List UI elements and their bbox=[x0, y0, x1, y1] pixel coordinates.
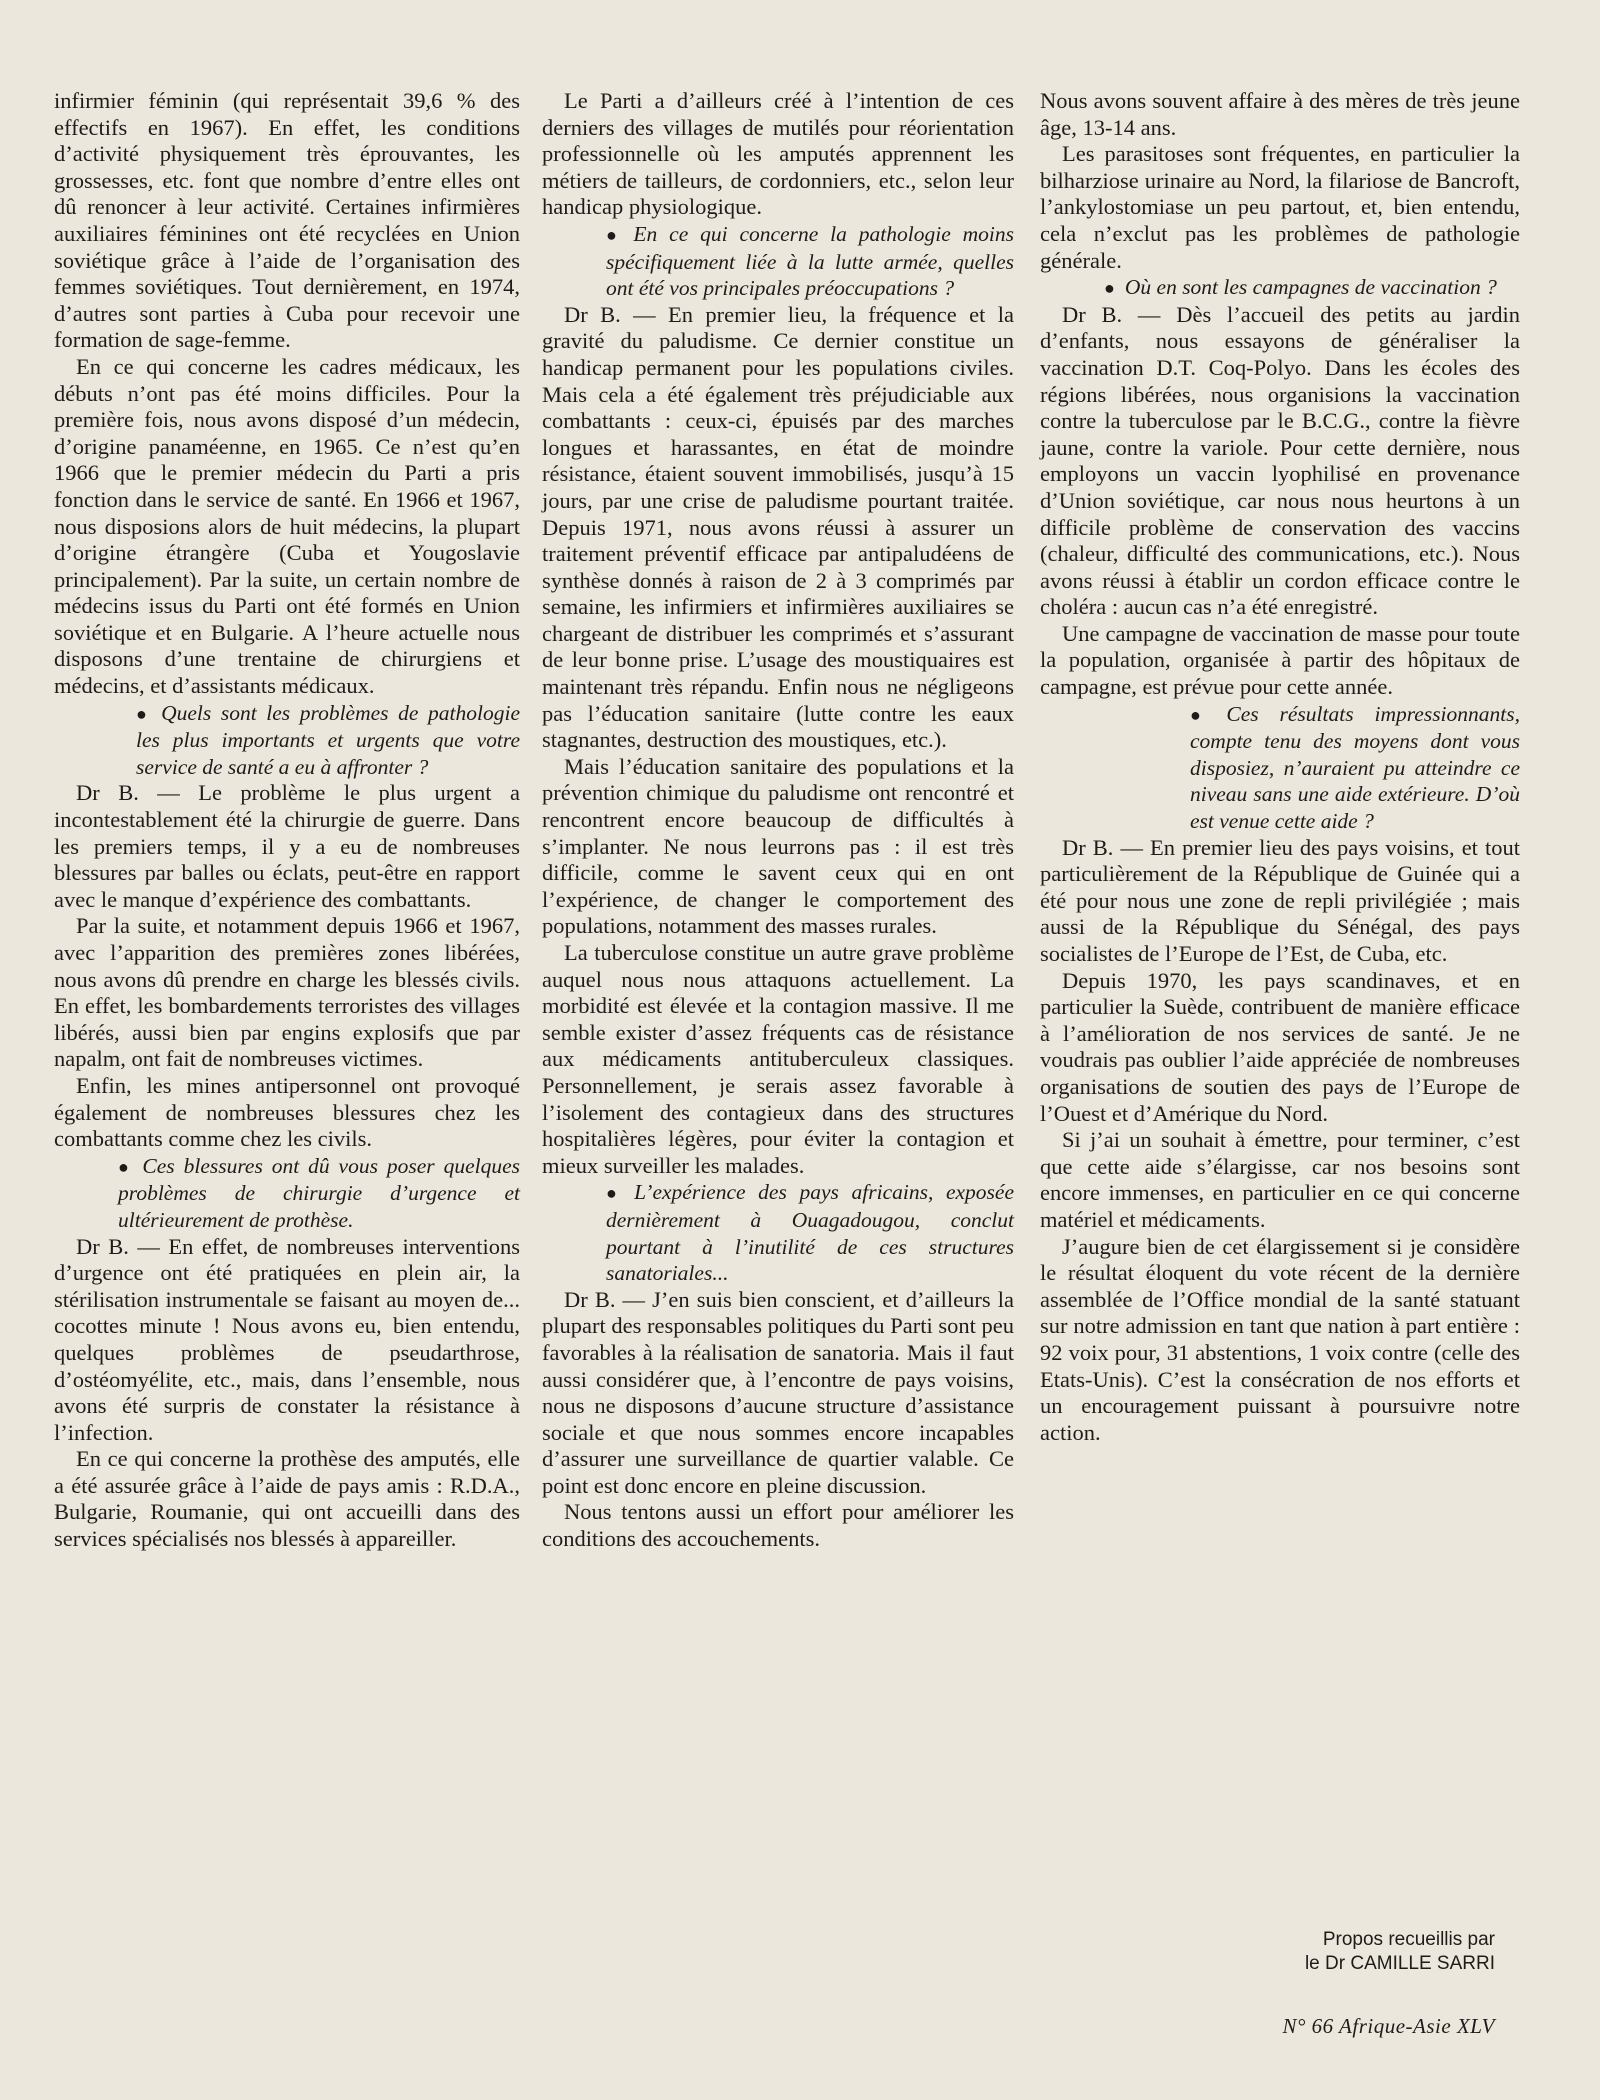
paragraph: Le Parti a d’ailleurs créé à l’intention de ces derniers des villages de mutilés pour réorientation professionnelle où les amputés apprennent les métiers de tailleurs, de cordonniers, etc., selon leur handicap physiologique. bbox=[542, 88, 1014, 220]
author-credit bbox=[1195, 1928, 1495, 1976]
question-text: Ces blessures ont dû vous poser quelques problèmes de chirurgie d’urgence et ultérieurement de prothèse. bbox=[118, 1153, 520, 1232]
bullet-icon: ● bbox=[606, 224, 624, 245]
interview-question bbox=[54, 700, 520, 781]
paragraph: infirmier féminin (qui représentait 39,6 % des effectifs en 1967). En effet, les conditions d’activité physiquement très éprouvantes, les grossesses, etc. font que nombre d’entre elles ont dû renoncer à leur activité. Certaines infirmières auxiliaires féminines ont été recyclées en Union soviétique grâce à l’aide de l’organisation des femmes soviétiques. Tout dernièrement, en 1974, d’autres sont parties à Cuba pour recevoir une formation de sage-femme. bbox=[54, 88, 520, 353]
paragraph: Nous tentons aussi un effort pour améliorer les conditions des accouchements. bbox=[542, 1499, 1014, 1552]
text-column-3 bbox=[1040, 88, 1520, 1446]
bullet-icon: ● bbox=[606, 1183, 625, 1204]
bullet-icon: ● bbox=[1104, 278, 1115, 299]
paragraph: Dr B. — En premier lieu des pays voisins, et tout particulièrement de la République de Guinée qui a été pour nous une zone de repli privilégiée ; mais aussi de la République du Sénégal, des pays socialistes de l’Europe de l’Est, de Cuba, etc. bbox=[1040, 834, 1520, 966]
credit-author: le Dr CAMILLE SARRI bbox=[1304, 1953, 1495, 1974]
paragraph: En ce qui concerne les cadres médicaux, les débuts n’ont pas été moins difficiles. Pour la première fois, nous avons disposé d’un médecin, d’origine panaméenne, en 1965. Ce n’est qu’en 1966 que le premier médecin du Parti a pris fonction dans le service de santé. En 1966 et 1967, nous disposions alors de huit médecins, la plupart d’origine étrangère (Cuba et Yougoslavie principalement). Par la suite, un certain nombre de médecins issus du Parti ont été formés en Union soviétique et en Bulgarie. A l’heure actuelle nous disposons d’une trentaine de chirurgiens et médecins, et d’assistants médicaux. bbox=[54, 353, 520, 699]
bullet-icon: ● bbox=[1190, 704, 1217, 725]
question-text: Où en sont les campagnes de vaccination ? bbox=[1124, 275, 1497, 300]
bullet-icon: ● bbox=[136, 703, 152, 724]
paragraph: Mais l’éducation sanitaire des populations et la prévention chimique du paludisme ont rencontré et rencontrent encore beaucoup de difficultés à s’implanter. Ne nous leurrons pas : il est très difficile, comme le savent ceux qui en ont l’expérience, de changer le comportement des populations, notamment des masses rurales. bbox=[542, 753, 1014, 939]
question-text: En ce qui concerne la pathologie moins spécifiquement liée à la lutte armée, quelles ont été vos principales préoccupations ? bbox=[606, 221, 1014, 301]
paragraph: J’augure bien de cet élargissement si je considère le résultat éloquent du vote récent de la dernière assemblée de l’Office mondial de la santé statuant sur notre admission en tant que nation à part entière : 92 voix pour, 31 abstentions, 1 voix contre (celle des Etats-Unis). C’est la consécration de nos efforts et un encouragement puissant à poursuivre notre action. bbox=[1040, 1233, 1520, 1445]
paragraph: Enfin, les mines antipersonnel ont provoqué également de nombreuses blessures chez les combattants comme chez les civils. bbox=[54, 1072, 520, 1152]
paragraph: Dr B. — En effet, de nombreuses interventions d’urgence ont été pratiquées en plein air, la stérilisation instrumentale se faisant au moyen de... cocottes minute ! Nous avons eu, bien entendu, quelques problèmes de pseudarthrose, d’ostéomyélite, etc., mais, dans l’ensemble, nous avons été surpris de constater la résistance à l’infection. bbox=[54, 1233, 520, 1445]
interview-question bbox=[1040, 701, 1520, 835]
paragraph: En ce qui concerne la prothèse des amputés, elle a été assurée grâce à l’aide de pays amis : R.D.A., Bulgarie, Roumanie, qui ont accueilli dans des services spécialisés nos blessés à appareiller. bbox=[54, 1446, 520, 1552]
paragraph: Dr B. — Le problème le plus urgent a incontestablement été la chirurgie de guerre. Dans les premiers temps, il y a eu de nombreuses blessures par balles ou éclats, peut-être en rapport avec le manque d’expérience des combattants. bbox=[54, 780, 520, 912]
paragraph: Par la suite, et notamment depuis 1966 et 1967, avec l’apparition des premières zones libérées, nous avons dû prendre en charge les blessés civils. En effet, les bombardements terroristes des villages libérés, aussi bien par engins explosifs que par napalm, ont fait de nombreuses victimes. bbox=[54, 913, 520, 1072]
paragraph: Dr B. — J’en suis bien conscient, et d’ailleurs la plupart des responsables politiques du Parti sont peu favorables à la réalisation de sanatoria. Mais il faut aussi considérer que, à l’encontre de pays voisins, nous ne disposons d’aucune structure d’assistance sociale et que nous sommes encore incapables d’assurer une surveillance de quartier valable. Ce point est donc encore en pleine discussion. bbox=[542, 1286, 1014, 1498]
paragraph: Si j’ai un souhait à émettre, pour terminer, c’est que cette aide s’élargisse, car nos besoins sont encore immenses, en particulier en ce qui concerne matériel et médicaments. bbox=[1040, 1127, 1520, 1232]
interview-question bbox=[542, 1179, 1014, 1286]
question-text: Ces résultats impressionnants, compte tenu des moyens dont vous disposiez, n’auraient pu atteindre ce niveau sans une aide extérieure. D’où est venue cette aide ? bbox=[1190, 701, 1520, 834]
paragraph: Une campagne de vaccination de masse pour toute la population, organisée à partir des hôpitaux de campagne, est prévue pour cette année. bbox=[1040, 620, 1520, 700]
question-text: L’expérience des pays africains, exposée dernièrement à Ouagadougou, conclut pourtant à l’inutilité de ces structures sanatoriales... bbox=[606, 1180, 1014, 1286]
interview-question bbox=[542, 221, 1014, 302]
interview-question bbox=[1040, 274, 1520, 302]
paragraph: Les parasitoses sont fréquentes, en particulier la bilharziose urinaire au Nord, la filariose de Bancroft, l’ankylostomiase un peu partout, et, bien entendu, cela n’exclut pas les problèmes de pathologie générale. bbox=[1040, 141, 1520, 273]
paragraph: Dr B. — En premier lieu, la fréquence et la gravité du paludisme. Ce dernier constitue un handicap permanent pour les populations civiles. Mais cela a été également très préjudiciable aux combattants : ceux-ci, épuisés par des marches longues et harassantes, en état de moindre résistance, étaient souvent immobilisés, jusqu’à 15 jours, par une crise de paludisme pourtant traitée. Depuis 1971, nous avons réussi à assurer un traitement préventif efficace par antipaludéens de synthèse donnés à raison de 2 à 3 comprimés par semaine, les infirmiers et infirmières auxiliaires se chargeant de distribuer les comprimés et s’assurant de leur bonne prise. L’usage des moustiquaires est maintenant très répandu. Enfin nous ne négligeons pas l’éducation sanitaire (lutte contre les eaux stagnantes, destruction des moustiques, etc.). bbox=[542, 301, 1014, 753]
paragraph: Dr B. — Dès l’accueil des petits au jardin d’enfants, nous essayons de généraliser la vaccination D.T. Coq-Polyo. Dans les écoles des régions libérées, nous organisions la vaccination contre la tuberculose par le B.C.G., contre la fièvre jaune, contre la variole. Pour cette dernière, nous employons un vaccin lyophilisé en provenance d’Union soviétique, car nous nous heurtons à un difficile problème de conservation des vaccins (chaleur, difficulté des communications, etc.). Nous avons réussi à établir un cordon efficace contre le choléra : aucun cas n’a été enregistré. bbox=[1040, 301, 1520, 620]
text-column-1 bbox=[54, 88, 520, 1553]
paragraph: La tuberculose constitue un autre grave problème auquel nous nous attaquons actuellement. La morbidité est élevée et la contagion massive. Il me semble exister d’assez fréquents cas de résistance aux médicaments antituberculeux classiques. Personnellement, je serais assez favorable à l’isolement des contagieux dans des structures hospitalières légères, pour éviter la contagion et mieux surveiller les malades. bbox=[542, 940, 1014, 1178]
question-text: Quels sont les problèmes de pathologie les plus importants et urgents que votre service de santé a eu à affronter ? bbox=[136, 700, 520, 779]
paragraph: Nous avons souvent affaire à des mères de très jeune âge, 13-14 ans. bbox=[1040, 88, 1520, 140]
text-column-2 bbox=[542, 88, 1014, 1553]
paragraph: Depuis 1970, les pays scandinaves, et en particulier la Suède, contribuent de manière efficace à l’amélioration de nos services de santé. Je ne voudrais pas oublier l’aide appréciée de nombreuses organisations de soutien des pays de l’Europe de l’Ouest et d’Amérique du Nord. bbox=[1040, 967, 1520, 1126]
page-footer: N° 66 Afrique-Asie XLV bbox=[1282, 2014, 1495, 2038]
bullet-icon: ● bbox=[118, 1156, 133, 1177]
interview-question bbox=[54, 1153, 520, 1234]
credit-line: Propos recueillis par bbox=[1322, 1929, 1495, 1950]
